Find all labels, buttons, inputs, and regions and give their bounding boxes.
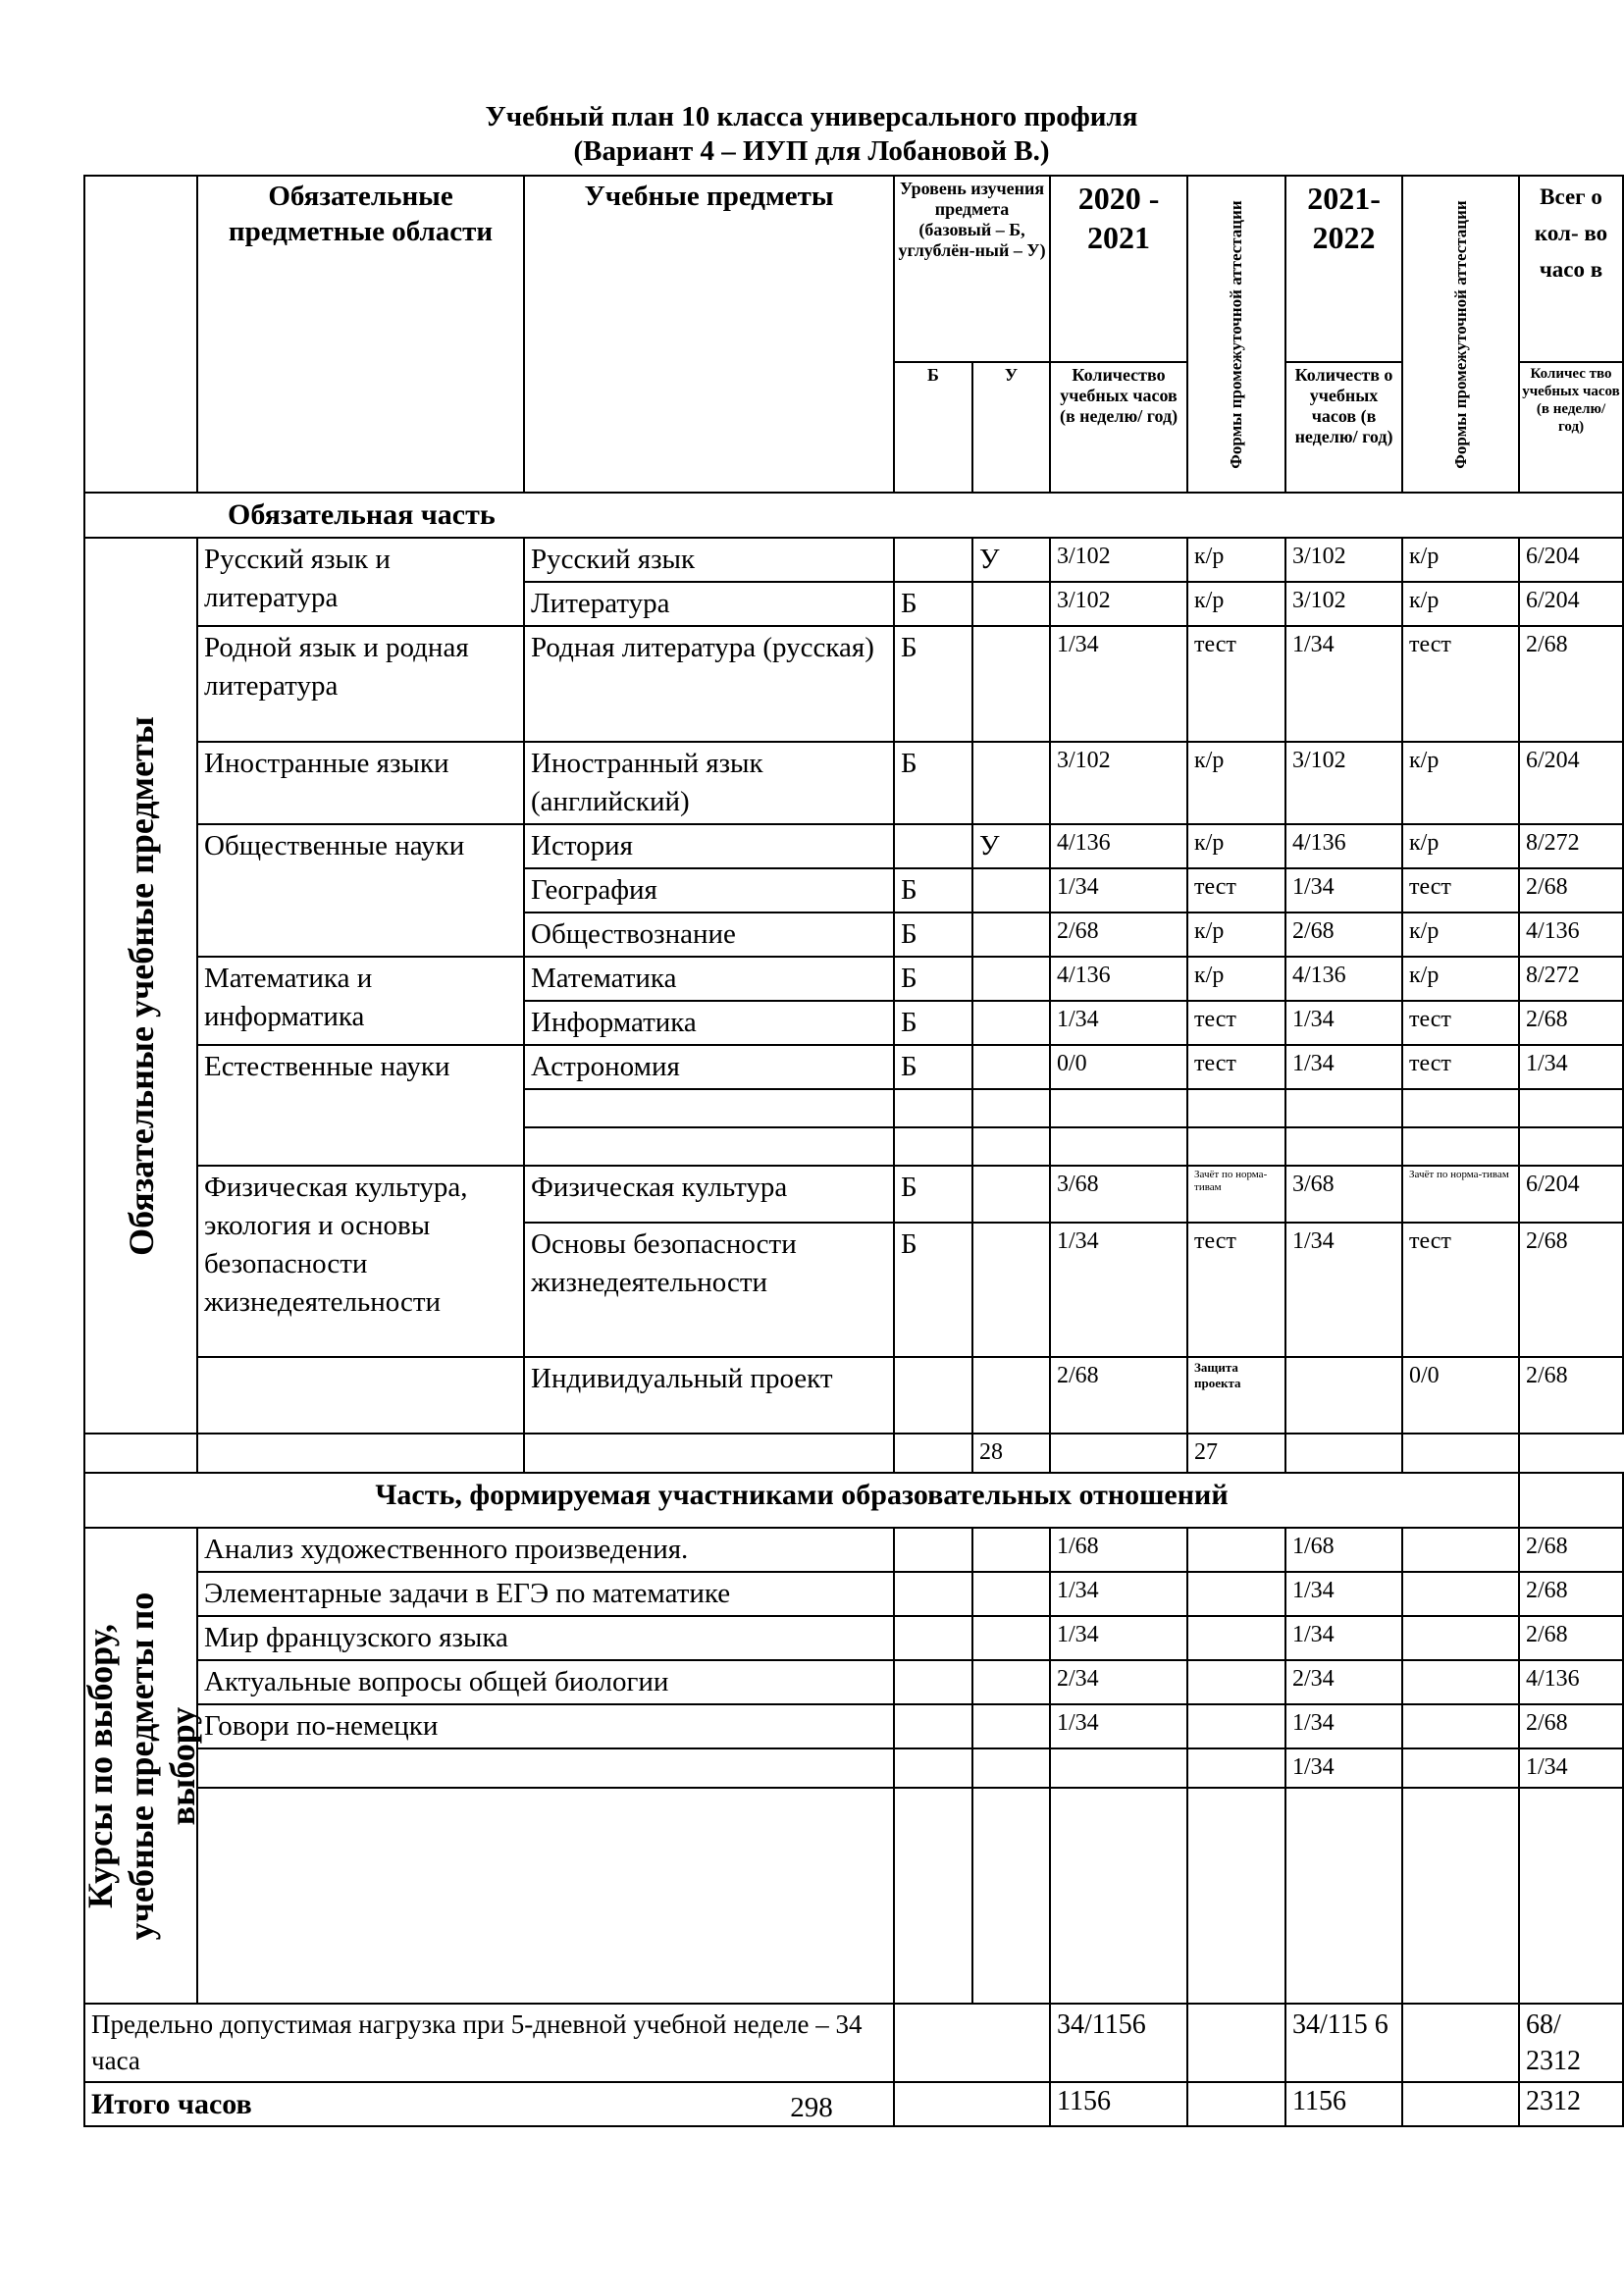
hours-2020-cell: 3/102 [1050, 538, 1187, 582]
empty-cell [1402, 1127, 1519, 1166]
level-u-cell [972, 626, 1050, 742]
header-hours-2: Количеств о учебных часов (в неделю/ год) [1285, 362, 1402, 493]
empty-cell [894, 2004, 1050, 2082]
level-u-cell [972, 868, 1050, 913]
hours-2020-cell: 1/34 [1050, 626, 1187, 742]
total-cell: 2/68 [1519, 1704, 1623, 1748]
subject-cell: Индивидуальный проект [524, 1357, 894, 1434]
section-mandatory-title: Обязательная часть [84, 493, 1623, 538]
empty-cell [1402, 1748, 1519, 1788]
empty-cell [972, 1127, 1050, 1166]
level-b-cell: Б [894, 1045, 972, 1089]
document-title: Учебный план 10 класса универсального профиля [485, 101, 1138, 132]
empty-cell [1187, 1704, 1285, 1748]
form-2020-cell: Защита проекта [1187, 1357, 1285, 1434]
empty-cell [1050, 1089, 1187, 1127]
form-2020-cell: тест [1187, 1001, 1285, 1045]
area-cell: Общественные науки [197, 824, 524, 957]
header-level-b: Б [894, 362, 972, 493]
form-2021-cell: 0/0 [1402, 1357, 1519, 1434]
empty-cell [894, 1357, 972, 1434]
hours-2020-cell: 2/68 [1050, 1357, 1187, 1434]
section-elective-title: Часть, формируемая участниками образовательных отношений [84, 1473, 1519, 1528]
subject-cell: Астрономия [524, 1045, 894, 1089]
level-u-cell [972, 913, 1050, 957]
empty-cell [524, 1434, 894, 1473]
sum-2020-cell: 28 [972, 1434, 1050, 1473]
grand-total-2021: 1156 [1285, 2082, 1402, 2126]
header-forms-2: Формы промежуточной аттестации [1402, 176, 1519, 493]
hours-2020-cell: 4/136 [1050, 957, 1187, 1001]
header-hours-total: Количес тво учебных часов (в неделю/ год) [1519, 362, 1623, 493]
empty-cell [1402, 2004, 1519, 2082]
hours-2021-cell: 1/68 [1285, 1528, 1402, 1572]
grand-total-all: 2312 [1519, 2082, 1623, 2126]
level-u-cell [972, 1001, 1050, 1045]
hours-2021-cell: 3/102 [1285, 582, 1402, 626]
empty-cell [1285, 1434, 1402, 1473]
level-u-cell [972, 1223, 1050, 1357]
empty-cell [894, 1127, 972, 1166]
elective-name-cell: Анализ художественного произведения. [197, 1528, 894, 1572]
total-cell: 6/204 [1519, 582, 1623, 626]
hours-2020-cell: 3/102 [1050, 742, 1187, 824]
form-2020-cell: к/р [1187, 742, 1285, 824]
empty-cell [972, 1357, 1050, 1434]
hours-2021-cell: 1/34 [1285, 1704, 1402, 1748]
empty-cell [894, 1616, 972, 1660]
form-2021-cell: к/р [1402, 824, 1519, 868]
empty-cell [1187, 1748, 1285, 1788]
elective-name-cell: Говори по-немецки [197, 1704, 894, 1748]
empty-cell [972, 1660, 1050, 1704]
hours-2020-cell: 1/34 [1050, 1616, 1187, 1660]
empty-cell [1285, 1788, 1402, 2004]
header-blank-cell [84, 176, 197, 493]
empty-cell [894, 1434, 972, 1473]
form-2020-cell: к/р [1187, 913, 1285, 957]
form-2021-cell: к/р [1402, 582, 1519, 626]
subject-cell: Основы безопасности жизнедеятельности [524, 1223, 894, 1357]
form-2021-cell: к/р [1402, 538, 1519, 582]
empty-cell [1285, 1127, 1402, 1166]
level-u-cell [972, 742, 1050, 824]
form-2021-cell: Зачёт по норма-тивам [1402, 1166, 1519, 1223]
subject-cell: Русский язык [524, 538, 894, 582]
level-u-cell [972, 1166, 1050, 1223]
hours-2020-cell: 4/136 [1050, 824, 1187, 868]
empty-cell [1402, 1572, 1519, 1616]
empty-cell [1402, 1434, 1519, 1473]
empty-cell [972, 1788, 1050, 2004]
form-2020-cell: тест [1187, 1223, 1285, 1357]
level-b-cell [894, 538, 972, 582]
empty-cell [972, 1528, 1050, 1572]
empty-cell [84, 1434, 197, 1473]
max-load-2020: 34/1156 [1050, 2004, 1187, 2082]
hours-2021-cell: 2/68 [1285, 913, 1402, 957]
level-u-cell [972, 957, 1050, 1001]
form-2020-cell: к/р [1187, 538, 1285, 582]
level-u-cell: У [972, 538, 1050, 582]
hours-2021-cell: 1/34 [1285, 1572, 1402, 1616]
form-2021-cell: тест [1402, 868, 1519, 913]
header-forms-1: Формы промежуточной аттестации [1187, 176, 1285, 493]
empty-cell [894, 1089, 972, 1127]
empty-cell [1402, 1704, 1519, 1748]
level-u-cell [972, 582, 1050, 626]
empty-cell [1187, 1572, 1285, 1616]
form-2020-cell: к/р [1187, 957, 1285, 1001]
elective-name-cell: Элементарные задачи в ЕГЭ по математике [197, 1572, 894, 1616]
hours-2020-cell: 1/34 [1050, 1001, 1187, 1045]
level-b-cell: Б [894, 742, 972, 824]
form-2020-cell: Зачёт по норма-тивам [1187, 1166, 1285, 1223]
hours-2021-cell: 3/68 [1285, 1166, 1402, 1223]
header-hours-1: Количество учебных часов (в неделю/ год) [1050, 362, 1187, 493]
empty-cell [1187, 2004, 1285, 2082]
empty-cell [894, 1788, 972, 2004]
form-2021-cell: тест [1402, 1045, 1519, 1089]
empty-cell [1402, 1660, 1519, 1704]
empty-cell [524, 1089, 894, 1127]
total-cell: 6/204 [1519, 1166, 1623, 1223]
level-b-cell: Б [894, 868, 972, 913]
empty-cell [1402, 1616, 1519, 1660]
page-number: 298 [790, 2092, 833, 2123]
level-b-cell: Б [894, 1223, 972, 1357]
hours-2021-cell: 1/34 [1285, 868, 1402, 913]
empty-cell [972, 1704, 1050, 1748]
hours-2021-cell: 1/34 [1285, 1616, 1402, 1660]
empty-cell [1402, 1788, 1519, 2004]
total-cell: 8/272 [1519, 957, 1623, 1001]
hours-2021-cell: 3/102 [1285, 742, 1402, 824]
level-b-cell: Б [894, 582, 972, 626]
subject-cell: Иностранный язык (английский) [524, 742, 894, 824]
sum-2021-cell: 27 [1187, 1434, 1285, 1473]
total-cell: 2/68 [1519, 868, 1623, 913]
empty-cell [1050, 1434, 1187, 1473]
header-areas: Обязательные предметные области [197, 176, 524, 493]
empty-cell [1050, 1127, 1187, 1166]
level-b-cell: Б [894, 957, 972, 1001]
form-2021-cell: тест [1402, 1223, 1519, 1357]
hours-2021-cell: 4/136 [1285, 824, 1402, 868]
form-2020-cell: к/р [1187, 824, 1285, 868]
hours-2020-cell: 3/68 [1050, 1166, 1187, 1223]
hours-2020-cell: 3/102 [1050, 582, 1187, 626]
hours-2021-cell: 1/34 [1285, 1748, 1402, 1788]
form-2021-cell: тест [1402, 626, 1519, 742]
level-u-cell: У [972, 824, 1050, 868]
total-cell: 6/204 [1519, 538, 1623, 582]
grand-total-2020: 1156 [1050, 2082, 1187, 2126]
total-cell: 4/136 [1519, 913, 1623, 957]
subject-cell: Литература [524, 582, 894, 626]
hours-2021-cell: 2/34 [1285, 1660, 1402, 1704]
hours-2021-cell: 1/34 [1285, 1001, 1402, 1045]
empty-cell [197, 1434, 524, 1473]
area-cell: Русский язык и литература [197, 538, 524, 626]
level-b-cell: Б [894, 1001, 972, 1045]
hours-2021-cell [1285, 1357, 1402, 1434]
subject-cell: Физическая культура [524, 1166, 894, 1223]
empty-cell [524, 1127, 894, 1166]
empty-cell [1402, 1089, 1519, 1127]
total-cell: 4/136 [1519, 1660, 1623, 1704]
hours-2020-cell: 2/34 [1050, 1660, 1187, 1704]
form-2020-cell: к/р [1187, 582, 1285, 626]
hours-2020-cell: 0/0 [1050, 1045, 1187, 1089]
empty-cell [1187, 1660, 1285, 1704]
total-cell: 2/68 [1519, 1572, 1623, 1616]
total-cell: 6/204 [1519, 742, 1623, 824]
area-cell: Естественные науки [197, 1045, 524, 1166]
curriculum-table [79, 175, 1624, 2127]
max-load-label: Предельно допустимая нагрузка при 5-дневной учебной неделе – 34 часа [84, 2004, 894, 2082]
total-cell: 2/68 [1519, 1616, 1623, 1660]
empty-cell [1187, 1528, 1285, 1572]
empty-cell [197, 1788, 894, 2004]
form-2020-cell: тест [1187, 626, 1285, 742]
subject-cell: География [524, 868, 894, 913]
max-load-total: 68/ 2312 [1519, 2004, 1623, 2082]
total-cell: 2/68 [1519, 1223, 1623, 1357]
hours-2020-cell [1050, 1748, 1187, 1788]
empty-cell [1187, 1089, 1285, 1127]
empty-cell [1519, 1127, 1623, 1166]
empty-cell [1187, 1788, 1285, 2004]
empty-cell [1050, 1788, 1187, 2004]
empty-cell [1187, 1127, 1285, 1166]
empty-cell [1519, 1473, 1623, 1528]
level-u-cell [972, 1045, 1050, 1089]
empty-cell [1187, 1616, 1285, 1660]
form-2020-cell: тест [1187, 868, 1285, 913]
hours-2020-cell: 1/34 [1050, 1572, 1187, 1616]
empty-cell [1519, 1089, 1623, 1127]
empty-cell [1285, 1089, 1402, 1127]
header-subjects: Учебные предметы [524, 176, 894, 493]
empty-cell [972, 1616, 1050, 1660]
elective-name-cell: Мир французского языка [197, 1616, 894, 1660]
total-cell: 8/272 [1519, 824, 1623, 868]
document-subtitle: (Вариант 4 – ИУП для Лобановой В.) [573, 135, 1050, 167]
hours-2020-cell: 1/34 [1050, 1704, 1187, 1748]
area-cell: Физическая культура, экология и основы безопасности жизнедеятельности [197, 1166, 524, 1357]
hours-2021-cell: 1/34 [1285, 1223, 1402, 1357]
hours-2020-cell: 1/68 [1050, 1528, 1187, 1572]
empty-cell [894, 1572, 972, 1616]
subject-cell: Родная литература (русская) [524, 626, 894, 742]
level-b-cell: Б [894, 913, 972, 957]
hours-2021-cell: 3/102 [1285, 538, 1402, 582]
form-2021-cell: к/р [1402, 913, 1519, 957]
empty-cell [894, 1704, 972, 1748]
level-b-cell [894, 824, 972, 868]
header-level: Уровень изучения предмета (базовый – Б, углублён-ный – У) [894, 176, 1050, 362]
header-level-u: У [972, 362, 1050, 493]
subject-cell: Обществознание [524, 913, 894, 957]
area-cell: Математика и информатика [197, 957, 524, 1045]
hours-2021-cell: 1/34 [1285, 1045, 1402, 1089]
header-year-2020: 2020 - 2021 [1050, 176, 1187, 362]
grand-total-label: Итого часов [84, 2082, 894, 2126]
empty-cell [972, 1572, 1050, 1616]
empty-cell [1519, 1788, 1623, 2004]
hours-2021-cell: 4/136 [1285, 957, 1402, 1001]
empty-cell [894, 1528, 972, 1572]
empty-cell [894, 1748, 972, 1788]
total-cell: 1/34 [1519, 1045, 1623, 1089]
total-cell: 2/68 [1519, 1357, 1623, 1434]
subject-cell: История [524, 824, 894, 868]
level-b-cell: Б [894, 1166, 972, 1223]
form-2021-cell: к/р [1402, 957, 1519, 1001]
hours-2020-cell: 2/68 [1050, 913, 1187, 957]
level-b-cell: Б [894, 626, 972, 742]
total-cell: 2/68 [1519, 626, 1623, 742]
empty-cell [197, 1357, 524, 1434]
elective-name-cell: Актуальные вопросы общей биологии [197, 1660, 894, 1704]
subject-cell: Информатика [524, 1001, 894, 1045]
elective-name-cell [197, 1748, 894, 1788]
form-2021-cell: к/р [1402, 742, 1519, 824]
form-2020-cell: тест [1187, 1045, 1285, 1089]
form-2021-cell: тест [1402, 1001, 1519, 1045]
hours-2020-cell: 1/34 [1050, 1223, 1187, 1357]
area-cell: Иностранные языки [197, 742, 524, 824]
header-year-2021: 2021- 2022 [1285, 176, 1402, 362]
empty-cell [972, 1089, 1050, 1127]
max-load-2021: 34/115 6 [1285, 2004, 1402, 2082]
total-cell: 1/34 [1519, 1748, 1623, 1788]
subject-cell: Математика [524, 957, 894, 1001]
mandatory-vertical-label: Обязательные учебные предметы [84, 538, 197, 1434]
elective-vertical-label: Курсы по выбору, учебные предметы по выбору [84, 1528, 197, 2004]
empty-cell [894, 1660, 972, 1704]
hours-2021-cell: 1/34 [1285, 626, 1402, 742]
total-cell: 2/68 [1519, 1528, 1623, 1572]
total-cell: 2/68 [1519, 1001, 1623, 1045]
area-cell: Родной язык и родная литература [197, 626, 524, 742]
empty-cell [1402, 1528, 1519, 1572]
empty-cell [972, 1748, 1050, 1788]
hours-2020-cell: 1/34 [1050, 868, 1187, 913]
header-total: Всег о кол- во часо в [1519, 176, 1623, 362]
